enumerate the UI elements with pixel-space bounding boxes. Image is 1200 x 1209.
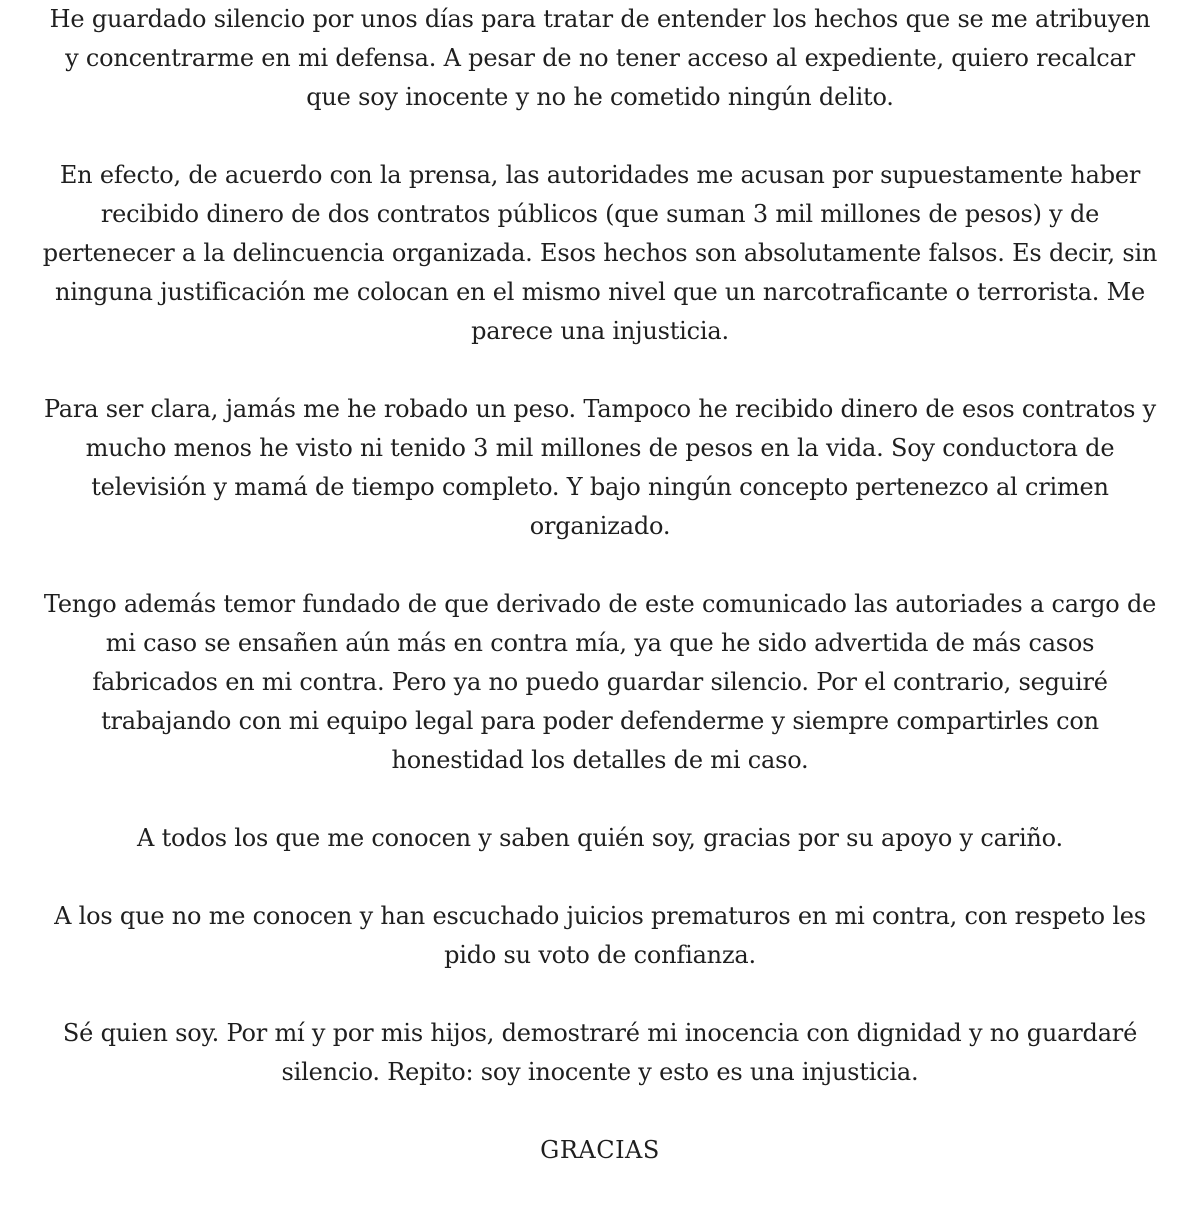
statement-document [40, 0, 1160, 1209]
paragraph-7: Sé quien soy. Por mí y por mis hijos, demostraré mi inocencia con dignidad y no guardaré silencio. Repito: soy inocente y esto es una injusticia. [62, 1019, 1138, 1086]
paragraph-6: A los que no me conocen y han escuchado juicios prematuros en mi contra, con respeto les pido su voto de confianza. [54, 902, 1146, 969]
paragraph-2: En efecto, de acuerdo con la prensa, las autoridades me acusan por supuestamente haber recibido dinero de dos contratos públicos (que suman 3 mil millones de pesos) y de pertenecer a la delincuencia organizada. Esos hechos son absolutamente falsos. Es decir, sin ninguna justificación me colocan en el mismo nivel que un narcotraficante o terrorista. Me parece una injusticia. [42, 161, 1158, 345]
paragraph-4: Tengo además temor fundado de que derivado de este comunicado las autoriades a cargo de mi caso se ensañen aún más en contra mía, ya que he sido advertida de más casos fabricados en mi contra. Pero ya no puedo guardar silencio. Por el contrario, seguiré trabajando con mi equipo legal para poder defenderme y siempre compartirles con honestidad los detalles de mi caso. [43, 590, 1157, 774]
paragraph-3: Para ser clara, jamás me he robado un peso. Tampoco he recibido dinero de esos contratos y mucho menos he visto ni tenido 3 mil millones de pesos en la vida. Soy conductora de televisión y mamá de tiempo completo. Y bajo ningún concepto pertenezco al crimen organizado. [43, 395, 1157, 540]
paragraph-1: He guardado silencio por unos días para tratar de entender los hechos que se me atribuyen y concentrarme en mi defensa. A pesar de no tener acceso al expediente, quiero recalcar que soy inocente y no he cometido ningún delito. [49, 5, 1151, 111]
paragraph-5: A todos los que me conocen y saben quién soy, gracias por su apoyo y cariño. [137, 824, 1063, 852]
closing-text: GRACIAS [540, 1136, 660, 1164]
